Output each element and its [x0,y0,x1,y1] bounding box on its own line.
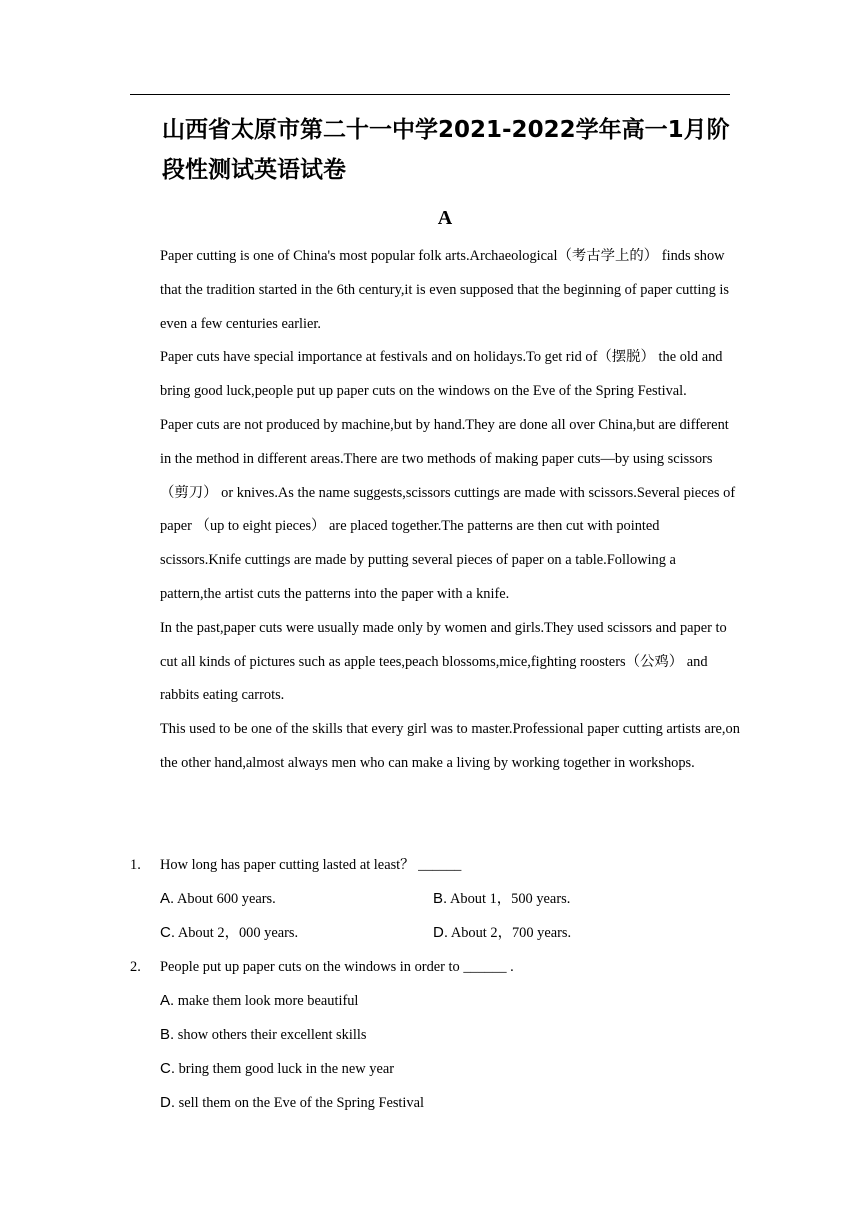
option-text: sell them on the Eve of the Spring Festival [178,1095,425,1111]
question-stem: How long has paper cutting lasted at least？ ______ [160,857,462,873]
passage-paragraph: This used to be one of the skills that every girl was to master.Professional paper cutting artists are,on the other hand,almost always men who can make a living by working together in workshops. [160,721,740,771]
option-text: About 2，000 years. [177,925,299,941]
option-c[interactable] [160,916,298,950]
option-letter: D. [160,1094,175,1111]
option-text: show others their excellent skills [177,1027,367,1043]
option-letter: C. [160,1060,175,1077]
option-letter: A. [160,890,175,907]
question-stem: People put up paper cuts on the windows in order to ______ . [160,959,514,975]
reading-passage [160,240,740,781]
option-letter: D. [433,924,448,941]
document-title: 山西省太原市第二十一中学2021-2022学年高一1月阶段性测试英语试卷 [162,117,730,183]
question-2 [130,950,750,1120]
section-heading: A [437,207,453,229]
question-number: 1. [130,857,141,873]
passage-paragraph: Paper cuts are not produced by machine,but by hand.They are done all over China,but are different in the method in different areas.There are two methods of making paper cuts—by using scissors（剪刀） or knives.As the name suggests,scissors cuttings are made with scissors.Several pieces of paper （up to eight pieces） are placed together.The patterns are then cut with pointed scissors.Knife cuttings are made by putting several pieces of paper on a table.Following a pattern,the artist cuts the patterns into the paper with a knife. [160,416,736,602]
option-b[interactable] [160,1018,366,1052]
option-c[interactable] [160,1052,394,1086]
header-rule [130,94,730,95]
option-a[interactable] [160,882,276,916]
question-1 [130,848,750,952]
option-a[interactable] [160,984,358,1018]
option-text: About 1，500 years. [450,891,571,907]
option-d[interactable] [160,1086,424,1120]
option-text: About 2，700 years. [450,925,572,941]
question-number: 2. [130,959,141,975]
passage-paragraph: In the past,paper cuts were usually made only by women and girls.They used scissors and paper to cut all kinds of pictures such as apple tees,peach blossoms,mice,fighting roosters（公鸡） and rabbits eating carrots. [160,619,727,704]
option-letter: B. [433,890,448,907]
option-letter: C. [160,924,175,941]
option-b[interactable] [433,882,570,916]
option-letter: B. [160,1026,175,1043]
option-text: make them look more beautiful [177,993,359,1009]
option-letter: A. [160,992,175,1009]
option-text: bring them good luck in the new year [178,1061,395,1077]
passage-paragraph: Paper cutting is one of China's most popular folk arts.Archaeological（考古学上的） finds show that the tradition started in the 6th century,it is even supposed that the beginning of paper cutting is even a few centuries earlier. [160,248,729,332]
passage-paragraph: Paper cuts have special importance at festivals and on holidays.To get rid of（摆脱） the old and bring good luck,people put up paper cuts on the windows on the Eve of the Spring Festival. [160,349,723,400]
option-d[interactable] [433,916,571,950]
option-text: About 600 years. [177,891,276,907]
